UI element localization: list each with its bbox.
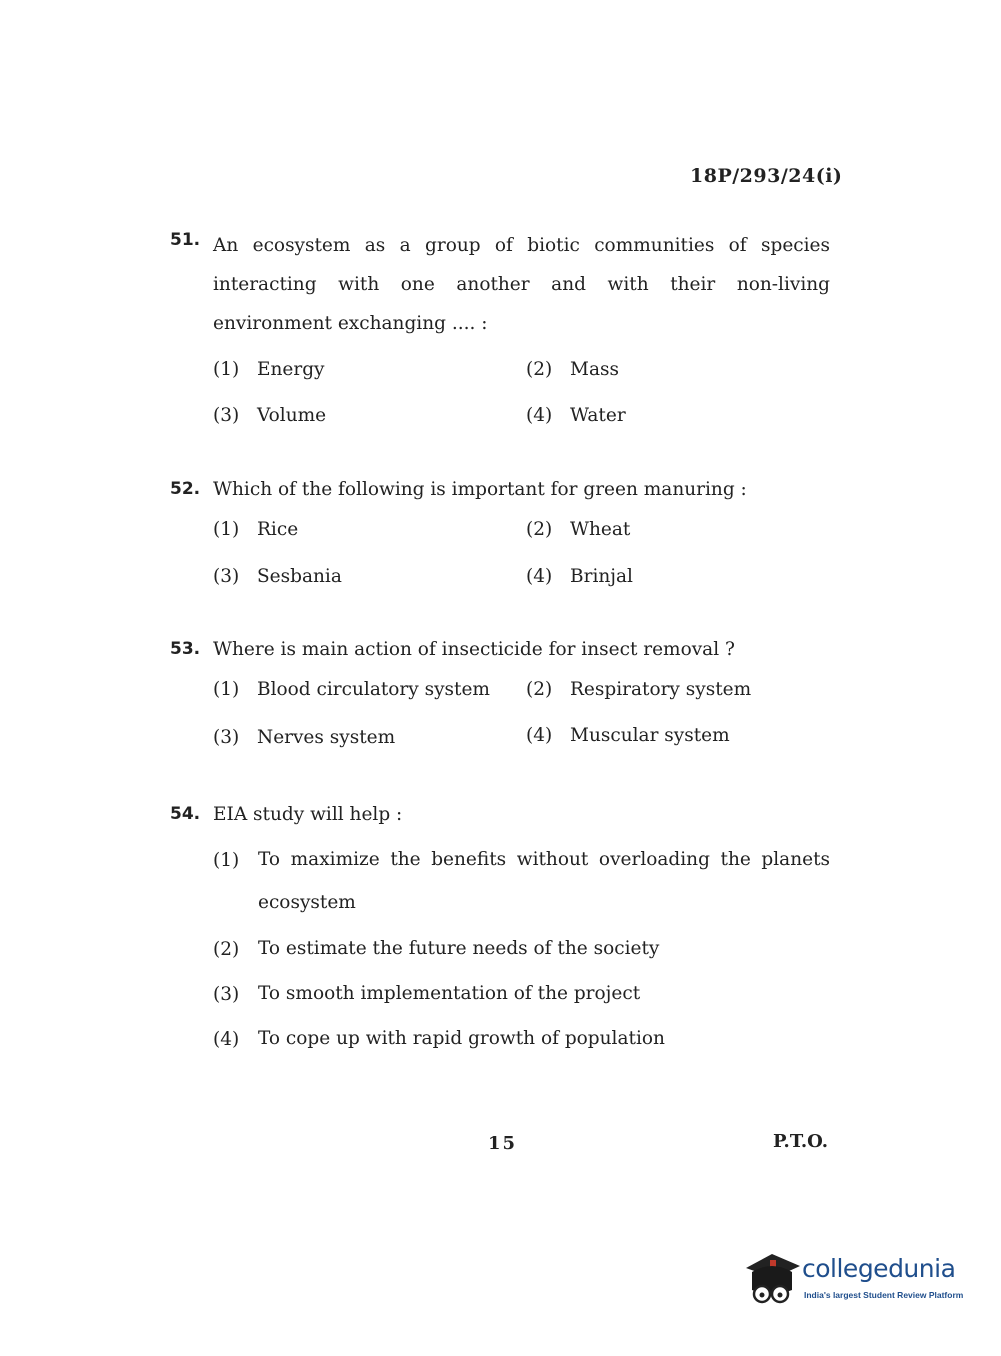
option-4: (4) Muscular system (526, 725, 730, 746)
options (213, 355, 830, 465)
options (213, 675, 830, 775)
question-number: 51. (170, 230, 201, 250)
option-2: (2) Wheat (526, 519, 631, 540)
question-51 (170, 226, 830, 465)
option-1: (1) Blood circulatory system (213, 679, 490, 700)
option-4: (4) Water (526, 405, 626, 426)
option-4: (4) Brinjal (526, 566, 633, 587)
question-53 (170, 630, 830, 775)
logo-tagline: India's largest Student Review Platform (804, 1290, 964, 1300)
question-number: 53. (170, 639, 201, 659)
question-number: 54. (170, 804, 201, 824)
question-number: 52. (170, 479, 201, 499)
pto-label: P.T.O. (773, 1131, 829, 1152)
options (213, 515, 830, 615)
option-2: (2) Mass (526, 359, 619, 380)
question-text: EIA study will help : (213, 804, 403, 825)
option-1: (1) Energy (213, 359, 325, 380)
options: (1) To maximize the benefits without overloading the planets ecosystem (2) To estimate the future needs of the society (3) To smooth implementation of the project (4) To cope up with rapid growth of population (213, 849, 830, 1050)
question-text: An ecosystem as a group of biotic communities of species interacting with one another and with their non-living environment exchanging .... : (213, 235, 830, 334)
question-52 (170, 470, 830, 615)
question-text: Which of the following is important for green manuring : (213, 479, 747, 500)
option-3: (3) Volume (213, 405, 327, 426)
option-3: (3) Nerves system (213, 727, 396, 748)
mascot-icon (742, 1250, 802, 1312)
paper-code: 18P/293/24(i) (690, 165, 843, 187)
option-2: (2) Respiratory system (526, 679, 752, 700)
logo-name: collegedunia (802, 1254, 956, 1283)
option-3: (3) Sesbania (213, 566, 342, 587)
option-1: (1) Rice (213, 519, 299, 540)
question-text: Where is main action of insecticide for insect removal ? (213, 639, 735, 660)
page-number: 15 (488, 1133, 518, 1154)
question-54 (170, 795, 830, 1078)
collegedunia-logo (742, 1250, 972, 1312)
